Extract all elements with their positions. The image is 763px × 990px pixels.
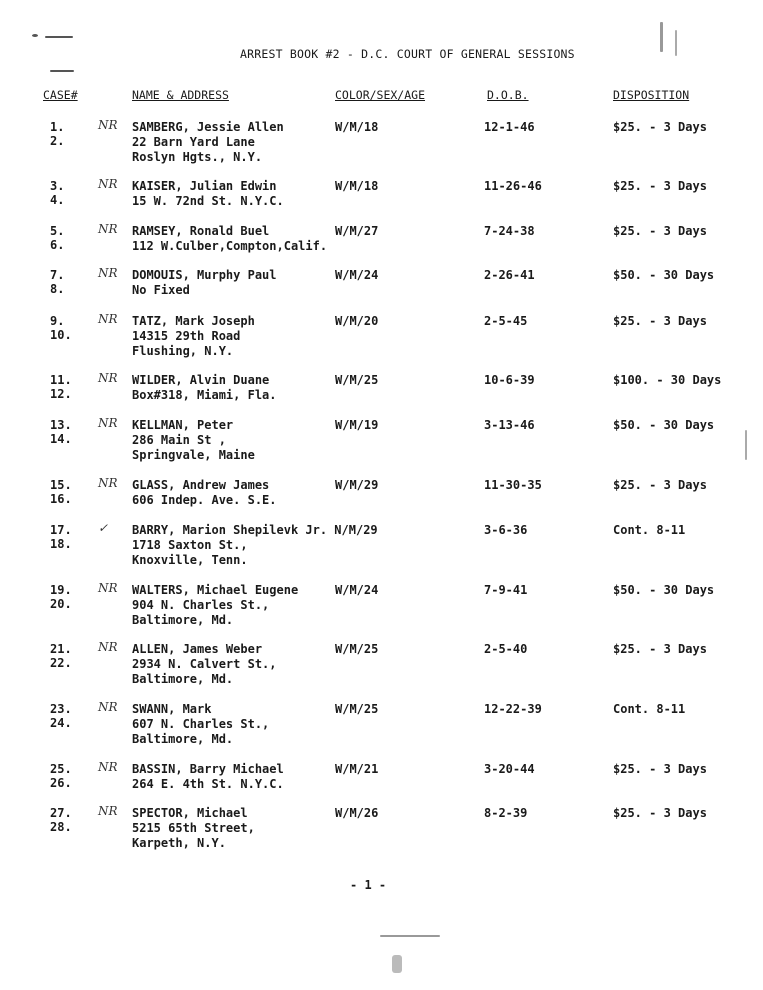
case-number: 3. [50, 179, 65, 193]
name-address [132, 806, 255, 851]
name-address-line: No Fixed [132, 283, 190, 297]
name-address [132, 314, 255, 359]
disposition: $25. - 3 Days [613, 314, 707, 328]
handwritten-mark: NR [98, 581, 118, 595]
name-address-line: 5215 65th Street, [132, 821, 255, 835]
case-number: 28. [50, 820, 72, 834]
page-number: - 1 - [350, 878, 387, 892]
name-address-line: SWANN, Mark [132, 702, 212, 716]
name-address-line: KELLMAN, Peter [132, 418, 234, 432]
case-number: 18. [50, 537, 72, 551]
case-numbers [50, 806, 80, 834]
case-number: 19. [50, 583, 72, 597]
name-address-line: 286 Main St , [132, 433, 226, 447]
name-address [132, 762, 284, 792]
column-header-color-sex-age: COLOR/SEX/AGE [335, 88, 426, 102]
case-number: 11. [50, 373, 72, 387]
case-number: 20. [50, 597, 72, 611]
name-address-line: Box#318, Miami, Fla. [132, 388, 277, 402]
column-header-case: CASE# [43, 88, 78, 102]
case-numbers [50, 373, 80, 401]
case-numbers [50, 314, 80, 342]
case-numbers [50, 268, 80, 296]
name-address [132, 120, 284, 165]
date-of-birth: 10-6-39 [484, 373, 535, 387]
case-number: 6. [50, 238, 65, 252]
case-numbers [50, 642, 80, 670]
case-number: 5. [50, 224, 65, 238]
case-number: 23. [50, 702, 72, 716]
name-address-line: 14315 29th Road [132, 329, 241, 343]
date-of-birth: 7-24-38 [484, 224, 535, 238]
disposition: $50. - 30 Days [613, 268, 715, 282]
color-sex-age: W/M/18 [335, 179, 379, 193]
disposition: $25. - 3 Days [613, 762, 707, 776]
name-address-line: 606 Indep. Ave. S.E. [132, 493, 277, 507]
name-address-line: 2934 N. Calvert St., [132, 657, 277, 671]
handwritten-mark: NR [98, 371, 118, 385]
name-address [132, 583, 298, 628]
scan-speck [392, 955, 402, 973]
case-numbers [50, 583, 80, 611]
handwritten-mark: NR [98, 312, 118, 326]
name-address-line: Baltimore, Md. [132, 672, 234, 686]
name-address-line: Knoxville, Tenn. [132, 553, 248, 567]
name-address-line: 112 W.Culber,Compton,Calif. [132, 239, 328, 253]
name-address-line: Flushing, N.Y. [132, 344, 234, 358]
case-number: 22. [50, 656, 72, 670]
disposition: $100. - 30 Days [613, 373, 722, 387]
case-number: 7. [50, 268, 65, 282]
case-numbers [50, 478, 80, 506]
case-number: 9. [50, 314, 65, 328]
name-address [132, 268, 277, 298]
case-number: 10. [50, 328, 72, 342]
date-of-birth: 2-5-40 [484, 642, 528, 656]
name-address-line: BASSIN, Barry Michael [132, 762, 284, 776]
handwritten-mark: NR [98, 760, 118, 774]
column-header-name-address: NAME & ADDRESS [132, 88, 229, 102]
case-number: 17. [50, 523, 72, 537]
name-address-line: 904 N. Charles St., [132, 598, 270, 612]
case-numbers [50, 418, 80, 446]
date-of-birth: 7-9-41 [484, 583, 528, 597]
case-number: 14. [50, 432, 72, 446]
name-address-line: ALLEN, James Weber [132, 642, 263, 656]
name-address-line: RAMSEY, Ronald Buel [132, 224, 270, 238]
name-address-line: WILDER, Alvin Duane [132, 373, 270, 387]
disposition: Cont. 8-11 [613, 523, 686, 537]
name-address-line: 1718 Saxton St., [132, 538, 248, 552]
color-sex-age: W/M/21 [335, 762, 379, 776]
scan-speck [660, 22, 663, 52]
name-address-line: DOMOUIS, Murphy Paul [132, 268, 277, 282]
disposition: $50. - 30 Days [613, 418, 715, 432]
case-number: 25. [50, 762, 72, 776]
disposition: $25. - 3 Days [613, 478, 707, 492]
case-number: 15. [50, 478, 72, 492]
date-of-birth: 11-30-35 [484, 478, 542, 492]
date-of-birth: 8-2-39 [484, 806, 528, 820]
color-sex-age: W/M/25 [335, 702, 379, 716]
color-sex-age: W/M/18 [335, 120, 379, 134]
case-number: 2. [50, 134, 65, 148]
case-number: 13. [50, 418, 72, 432]
name-address-line: Baltimore, Md. [132, 613, 234, 627]
handwritten-mark: NR [98, 118, 118, 132]
disposition: Cont. 8-11 [613, 702, 686, 716]
scan-speck [675, 30, 677, 56]
column-header-dob: D.O.B. [487, 88, 529, 102]
disposition: $25. - 3 Days [613, 179, 707, 193]
color-sex-age: W/M/27 [335, 224, 379, 238]
disposition: $25. - 3 Days [613, 806, 707, 820]
name-address [132, 179, 284, 209]
case-numbers [50, 762, 80, 790]
scan-speck [32, 34, 38, 37]
disposition: $25. - 3 Days [613, 120, 707, 134]
date-of-birth: 3-6-36 [484, 523, 528, 537]
color-sex-age: W/M/25 [335, 373, 379, 387]
handwritten-mark: NR [98, 416, 118, 430]
handwritten-mark: NR [98, 476, 118, 490]
name-address-line: SPECTOR, Michael [132, 806, 248, 820]
case-numbers [50, 224, 80, 252]
case-number: 16. [50, 492, 72, 506]
date-of-birth: 2-26-41 [484, 268, 535, 282]
color-sex-age: W/M/20 [335, 314, 379, 328]
handwritten-mark: NR [98, 804, 118, 818]
case-number: 24. [50, 716, 72, 730]
color-sex-age: W/M/19 [335, 418, 379, 432]
date-of-birth: 3-20-44 [484, 762, 535, 776]
case-number: 26. [50, 776, 72, 790]
name-address [132, 418, 255, 463]
name-address-line: TATZ, Mark Joseph [132, 314, 255, 328]
document-title: ARREST BOOK #2 - D.C. COURT OF GENERAL SESSIONS [240, 47, 575, 61]
handwritten-mark: ✓ [98, 521, 109, 535]
disposition: $50. - 30 Days [613, 583, 715, 597]
disposition: $25. - 3 Days [613, 642, 707, 656]
disposition: $25. - 3 Days [613, 224, 707, 238]
color-sex-age: W/M/26 [335, 806, 379, 820]
name-address [132, 478, 277, 508]
color-sex-age: W/M/25 [335, 642, 379, 656]
case-numbers [50, 120, 80, 148]
name-address-line: Springvale, Maine [132, 448, 255, 462]
color-sex-age: W/M/29 [335, 478, 379, 492]
handwritten-mark: NR [98, 700, 118, 714]
case-numbers [50, 523, 80, 551]
case-number: 27. [50, 806, 72, 820]
name-address-line: 15 W. 72nd St. N.Y.C. [132, 194, 284, 208]
handwritten-mark: NR [98, 266, 118, 280]
name-address-line: GLASS, Andrew James [132, 478, 270, 492]
case-numbers [50, 179, 80, 207]
date-of-birth: 3-13-46 [484, 418, 535, 432]
case-number: 8. [50, 282, 65, 296]
color-sex-age: W/M/24 [335, 583, 379, 597]
column-header-disposition: DISPOSITION [613, 88, 690, 102]
handwritten-mark: NR [98, 640, 118, 654]
case-number: 4. [50, 193, 65, 207]
case-numbers [50, 702, 80, 730]
case-number: 12. [50, 387, 72, 401]
name-address [132, 702, 269, 747]
name-address-line: SAMBERG, Jessie Allen [132, 120, 284, 134]
name-address [132, 642, 277, 687]
name-address [132, 224, 327, 254]
handwritten-mark: NR [98, 222, 118, 236]
scan-speck [45, 36, 73, 38]
name-address-line: Roslyn Hgts., N.Y. [132, 150, 263, 164]
name-address-line: Karpeth, N.Y. [132, 836, 226, 850]
handwritten-mark: NR [98, 177, 118, 191]
name-address-line: KAISER, Julian Edwin [132, 179, 277, 193]
case-number: 21. [50, 642, 72, 656]
scan-speck [380, 935, 440, 937]
date-of-birth: 12-22-39 [484, 702, 542, 716]
scan-speck [745, 430, 747, 460]
name-address-line: Baltimore, Md. [132, 732, 234, 746]
name-address-line: WALTERS, Michael Eugene [132, 583, 299, 597]
case-number: 1. [50, 120, 65, 134]
scan-speck [50, 70, 74, 72]
name-address [132, 523, 378, 568]
name-address-line: 22 Barn Yard Lane [132, 135, 255, 149]
name-address-line: BARRY, Marion Shepilevk Jr. N/M/29 [132, 523, 378, 537]
date-of-birth: 2-5-45 [484, 314, 528, 328]
date-of-birth: 11-26-46 [484, 179, 542, 193]
name-address-line: 264 E. 4th St. N.Y.C. [132, 777, 284, 791]
name-address [132, 373, 277, 403]
date-of-birth: 12-1-46 [484, 120, 535, 134]
color-sex-age: W/M/24 [335, 268, 379, 282]
name-address-line: 607 N. Charles St., [132, 717, 270, 731]
